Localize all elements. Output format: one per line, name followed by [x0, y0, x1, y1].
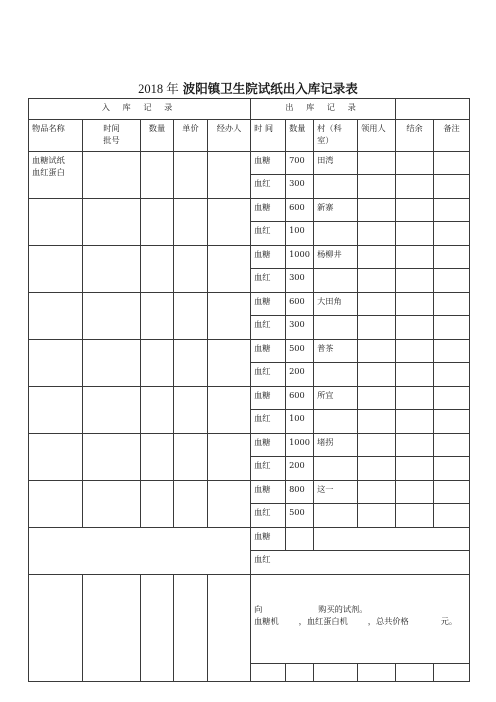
header-balance: 结余	[396, 120, 434, 152]
price-cell	[174, 246, 208, 293]
item-name-empty	[29, 246, 83, 293]
sugar-label: 血糖	[251, 481, 286, 504]
village-cell	[314, 363, 358, 387]
note-line1-b: 购买的试剂。	[318, 604, 368, 614]
note-cell	[286, 664, 314, 682]
sugar-label: 血糖	[251, 152, 286, 175]
remark-cell	[434, 246, 470, 269]
remark-cell	[434, 387, 470, 410]
balance-cell	[396, 410, 434, 434]
in-qty-cell	[141, 246, 174, 293]
header-in-qty: 数量	[141, 120, 174, 152]
header-in-time: 时间 批号	[83, 120, 141, 152]
village-cell	[314, 504, 358, 528]
note-time	[83, 575, 141, 682]
remark-cell	[434, 340, 470, 363]
note-handler	[208, 575, 251, 682]
hb-qty: 300	[286, 269, 314, 293]
village-name: 新寨	[314, 199, 358, 222]
sugar-row	[29, 152, 470, 175]
note-cell	[251, 664, 286, 682]
sugar-label: 血糖	[251, 340, 286, 363]
balance-cell	[396, 504, 434, 528]
village-name: 大田角	[314, 293, 358, 316]
sugar-row	[29, 199, 470, 222]
header-village: 村（科 室）	[314, 120, 358, 152]
village-name: 田湾	[314, 152, 358, 175]
hb-qty: 100	[286, 410, 314, 434]
sugar-row	[29, 434, 470, 457]
balance-cell	[396, 199, 434, 222]
receiver-cell	[358, 175, 396, 199]
hb-qty: 300	[286, 316, 314, 340]
hb-qty: 100	[286, 222, 314, 246]
remark-cell	[434, 363, 470, 387]
header-out-time: 时 间	[251, 120, 286, 152]
sugar-row	[29, 387, 470, 410]
record-table	[28, 98, 470, 682]
remark-cell	[434, 410, 470, 434]
section-out: 出 库 记 录	[251, 99, 396, 120]
receiver-cell	[358, 387, 396, 410]
section-in: 入 库 记 录	[29, 99, 251, 120]
in-time-cell	[83, 152, 141, 199]
sugar-label: 血糖	[251, 387, 286, 410]
sugar-label: 血糖	[251, 246, 286, 269]
item-name-empty	[29, 387, 83, 434]
in-qty-cell	[141, 481, 174, 528]
handler-cell	[208, 293, 251, 340]
note-price	[174, 575, 208, 682]
receiver-cell	[358, 481, 396, 504]
item-name-empty	[29, 481, 83, 528]
handler-cell	[208, 246, 251, 293]
record-rows	[29, 152, 470, 528]
receiver-cell	[358, 410, 396, 434]
last-sugar-qty	[286, 528, 314, 551]
balance-cell	[396, 246, 434, 269]
sugar-qty: 500	[286, 340, 314, 363]
price-cell	[174, 152, 208, 199]
receiver-cell	[358, 340, 396, 363]
receiver-cell	[358, 316, 396, 340]
handler-cell	[208, 434, 251, 481]
village-name: 堵拐	[314, 434, 358, 457]
price-cell	[174, 199, 208, 246]
village-name: 普茶	[314, 340, 358, 363]
hb-qty: 200	[286, 457, 314, 481]
receiver-cell	[358, 434, 396, 457]
hb-qty: 200	[286, 363, 314, 387]
header-remark: 备注	[434, 120, 470, 152]
village-cell	[314, 269, 358, 293]
note-line2-d: 元。	[440, 616, 458, 626]
in-time-cell	[83, 434, 141, 481]
balance-cell	[396, 340, 434, 363]
in-time-cell	[83, 340, 141, 387]
balance-cell	[396, 457, 434, 481]
remark-cell	[434, 269, 470, 293]
sugar-qty: 600	[286, 293, 314, 316]
remark-cell	[434, 152, 470, 175]
village-name: 杨柳井	[314, 246, 358, 269]
handler-cell	[208, 199, 251, 246]
hb-label: 血红	[251, 175, 286, 199]
balance-cell	[396, 316, 434, 340]
note-cell	[396, 664, 434, 682]
header-item: 物品名称	[29, 120, 83, 152]
price-cell	[174, 387, 208, 434]
sugar-label: 血糖	[251, 434, 286, 457]
hb-qty: 300	[286, 175, 314, 199]
village-name: 这一	[314, 481, 358, 504]
item-name-empty	[29, 340, 83, 387]
price-cell	[174, 293, 208, 340]
hb-label: 血红	[251, 222, 286, 246]
receiver-cell	[358, 152, 396, 175]
note-line2-c: ，总共价格	[367, 616, 409, 626]
in-qty-cell	[141, 152, 174, 199]
village-cell	[314, 457, 358, 481]
title-year: 2018 年	[138, 82, 179, 96]
sugar-qty: 700	[286, 152, 314, 175]
receiver-cell	[358, 457, 396, 481]
receiver-cell	[358, 246, 396, 269]
header-receiver: 领用人	[358, 120, 396, 152]
sugar-row	[29, 481, 470, 504]
balance-cell	[396, 434, 434, 457]
price-cell	[174, 481, 208, 528]
remark-cell	[434, 457, 470, 481]
hb-label: 血红	[251, 316, 286, 340]
hb-label: 血红	[251, 457, 286, 481]
village-cell	[314, 410, 358, 434]
remark-cell	[434, 434, 470, 457]
header-handler: 经办人	[208, 120, 251, 152]
remark-cell	[434, 481, 470, 504]
handler-cell	[208, 481, 251, 528]
note-text	[251, 575, 470, 664]
handler-cell	[208, 387, 251, 434]
sugar-qty: 1000	[286, 434, 314, 457]
village-cell	[314, 316, 358, 340]
in-qty-cell	[141, 387, 174, 434]
in-time-cell	[83, 387, 141, 434]
item-name: 血糖试纸 血红蛋白	[29, 152, 83, 199]
note-line2-a: 血糖机	[254, 616, 279, 626]
last-block-in	[29, 528, 251, 575]
sugar-row	[29, 340, 470, 363]
remark-cell	[434, 175, 470, 199]
remark-cell	[434, 199, 470, 222]
note-cell	[434, 664, 470, 682]
receiver-cell	[358, 199, 396, 222]
remark-cell	[434, 222, 470, 246]
item-name-empty	[29, 434, 83, 481]
balance-cell	[396, 222, 434, 246]
balance-cell	[396, 481, 434, 504]
village-cell	[314, 222, 358, 246]
receiver-cell	[358, 222, 396, 246]
sugar-qty: 600	[286, 199, 314, 222]
receiver-cell	[358, 293, 396, 316]
balance-cell	[396, 387, 434, 410]
balance-cell	[396, 152, 434, 175]
sugar-qty: 800	[286, 481, 314, 504]
village-name: 所宜	[314, 387, 358, 410]
receiver-cell	[358, 363, 396, 387]
in-time-cell	[83, 293, 141, 340]
in-qty-cell	[141, 199, 174, 246]
note-line2-b: ，血红蛋白机	[298, 616, 348, 626]
note-line1-a: 向	[254, 604, 263, 614]
remark-cell	[434, 504, 470, 528]
note-qty	[141, 575, 174, 682]
balance-cell	[396, 363, 434, 387]
handler-cell	[208, 340, 251, 387]
in-time-cell	[83, 199, 141, 246]
price-cell	[174, 340, 208, 387]
last-sugar: 血糖	[251, 528, 286, 551]
header-out-qty: 数量	[286, 120, 314, 152]
balance-cell	[396, 293, 434, 316]
sugar-row	[29, 293, 470, 316]
note-cell	[314, 664, 358, 682]
receiver-cell	[358, 504, 396, 528]
handler-cell	[208, 152, 251, 199]
hb-qty: 500	[286, 504, 314, 528]
section-blank	[396, 99, 470, 120]
remark-cell	[434, 293, 470, 316]
price-cell	[174, 434, 208, 481]
last-hb: 血红	[251, 551, 470, 575]
receiver-cell	[358, 269, 396, 293]
in-time-cell	[83, 246, 141, 293]
in-qty-cell	[141, 340, 174, 387]
item-name-empty	[29, 199, 83, 246]
title-name: 波阳镇卫生院试纸出入库记录表	[182, 81, 358, 96]
item-name-empty	[29, 293, 83, 340]
remark-cell	[434, 316, 470, 340]
in-qty-cell	[141, 434, 174, 481]
sugar-qty: 600	[286, 387, 314, 410]
balance-cell	[396, 269, 434, 293]
sugar-label: 血糖	[251, 199, 286, 222]
hb-label: 血红	[251, 363, 286, 387]
note-item	[29, 575, 83, 682]
page-title	[0, 79, 496, 97]
balance-cell	[396, 175, 434, 199]
last-sugar-rest	[314, 528, 470, 551]
hb-label: 血红	[251, 504, 286, 528]
hb-label: 血红	[251, 269, 286, 293]
in-time-cell	[83, 481, 141, 528]
in-qty-cell	[141, 293, 174, 340]
village-cell	[314, 175, 358, 199]
sugar-qty: 1000	[286, 246, 314, 269]
sugar-label: 血糖	[251, 293, 286, 316]
sugar-row	[29, 246, 470, 269]
note-cell	[358, 664, 396, 682]
hb-label: 血红	[251, 410, 286, 434]
header-price: 单价	[174, 120, 208, 152]
